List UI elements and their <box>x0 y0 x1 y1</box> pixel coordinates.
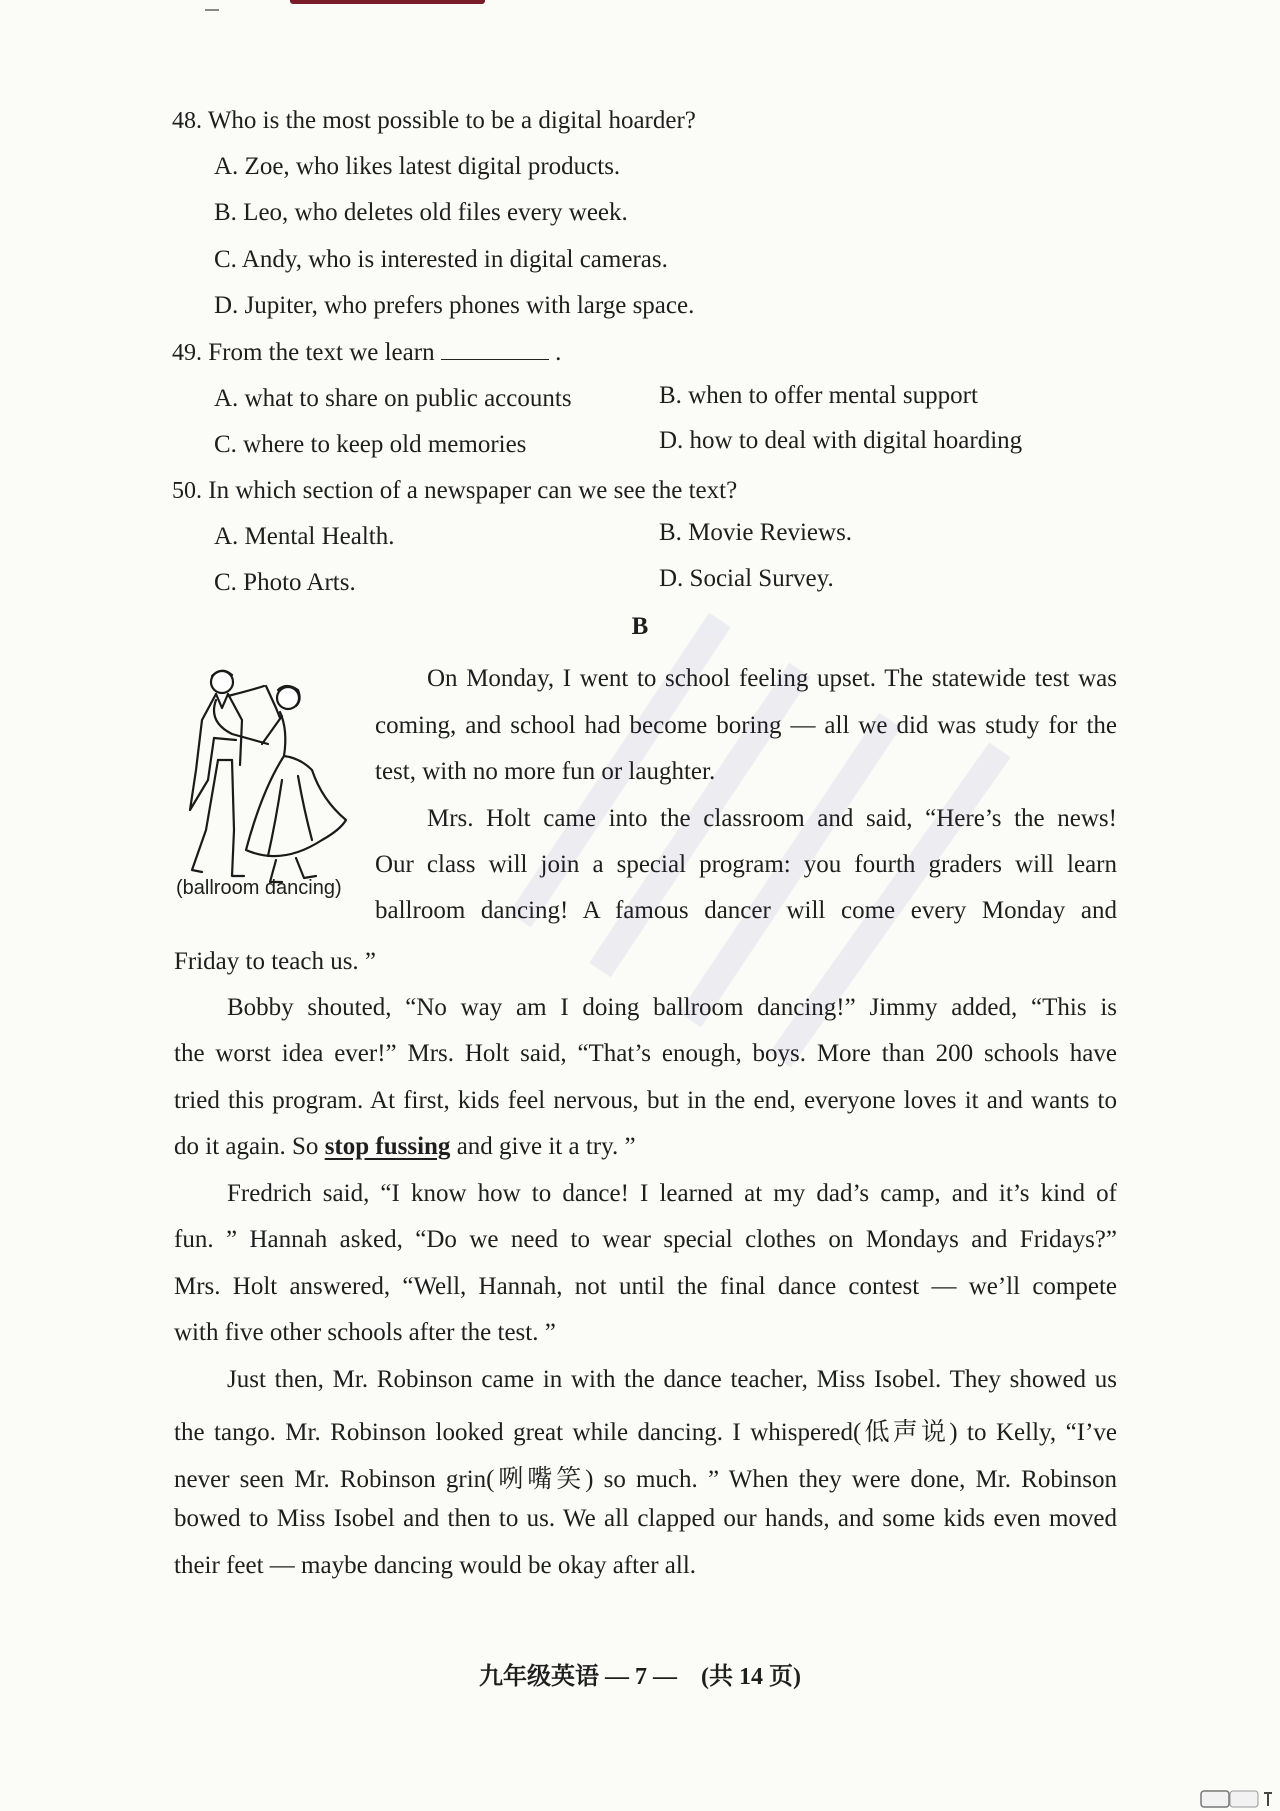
passage-line-8: Bobby shouted, “No way am I doing ballroom dancing!” Jimmy added, “This is <box>227 994 1117 1021</box>
option-48-b: B. Leo, who deletes old files every week. <box>214 199 628 226</box>
section-title: B <box>631 613 649 640</box>
scan-edge-mark <box>290 0 485 4</box>
option-48-a: A. Zoe, who likes latest digital products. <box>214 153 621 180</box>
passage-line-12: Fredrich said, “I know how to dance! I learned at my dad’s camp, and it’s kind of <box>227 1180 1117 1207</box>
viewer-control-icon[interactable] <box>1200 1790 1275 1808</box>
passage-line-5: Our class will join a special program: you fourth graders will learn <box>375 851 1117 878</box>
passage-line-16: Just then, Mr. Robinson came in with the dance teacher, Miss Isobel. They showed us <box>227 1366 1117 1393</box>
passage-line-2: coming, and school had become boring — all we did was study for the <box>375 712 1117 739</box>
figure-caption: (ballroom dancing) <box>176 877 342 899</box>
passage-line-7: Friday to teach us. ” <box>174 948 377 975</box>
passage-line-13: fun. ” Hannah asked, “Do we need to wear special clothes on Mondays and Fridays?” <box>174 1226 1117 1253</box>
passage-line-14: Mrs. Holt answered, “Well, Hannah, not until the final dance contest — we’ll compete <box>174 1273 1117 1300</box>
passage-line-20: their feet — maybe dancing would be okay after all. <box>174 1552 697 1579</box>
option-48-d: D. Jupiter, who prefers phones with large space. <box>214 292 695 319</box>
passage-line-3: test, with no more fun or laughter. <box>375 758 716 785</box>
scan-edge-tick <box>205 9 219 11</box>
passage-line-4: Mrs. Holt came into the classroom and said, “Here’s the news! <box>427 805 1117 832</box>
key-phrase: stop fussing <box>324 1133 451 1160</box>
answer-blank <box>441 341 549 360</box>
option-49-a: A. what to share on public accounts <box>214 385 572 412</box>
option-49-d: D. how to deal with digital hoarding <box>659 427 1023 454</box>
option-50-c: C. Photo Arts. <box>214 569 356 596</box>
passage-line-18: never seen Mr. Robinson grin(咧嘴笑) so much. ” When they were done, Mr. Robinson <box>174 1466 1117 1493</box>
ballroom-dancing-illustration <box>172 660 354 900</box>
option-50-d: D. Social Survey. <box>659 565 834 592</box>
option-49-c: C. where to keep old memories <box>214 431 527 458</box>
question-48-stem: 48. Who is the most possible to be a digital hoarder? <box>172 107 696 134</box>
passage-line-19: bowed to Miss Isobel and then to us. We all clapped our hands, and some kids even moved <box>174 1505 1117 1532</box>
passage-line-11: do it again. So stop fussing and give it a try. ” <box>174 1133 636 1160</box>
passage-line-15: with five other schools after the test. ” <box>174 1319 556 1346</box>
option-48-c: C. Andy, who is interested in digital cameras. <box>214 246 668 273</box>
question-50-stem: 50. In which section of a newspaper can we see the text? <box>172 477 738 504</box>
question-49-stem: 49. From the text we learn . <box>172 339 562 366</box>
passage-line-9: the worst idea ever!” Mrs. Holt said, “That’s enough, boys. More than 200 schools have <box>174 1040 1117 1067</box>
passage-line-10: tried this program. At first, kids feel nervous, but in the end, everyone loves it and wants to <box>174 1087 1117 1114</box>
option-50-b: B. Movie Reviews. <box>659 519 853 546</box>
option-49-b: B. when to offer mental support <box>659 382 978 409</box>
passage-line-1: On Monday, I went to school feeling upset. The statewide test was <box>427 665 1117 692</box>
passage-line-6: ballroom dancing! A famous dancer will come every Monday and <box>375 897 1117 924</box>
page-footer: 九年级英语 — 7 — (共 14 页) <box>479 1664 801 1690</box>
passage-line-17: the tango. Mr. Robinson looked great while dancing. I whispered(低声说) to Kelly, “I’ve <box>174 1419 1117 1446</box>
option-50-a: A. Mental Health. <box>214 523 395 550</box>
